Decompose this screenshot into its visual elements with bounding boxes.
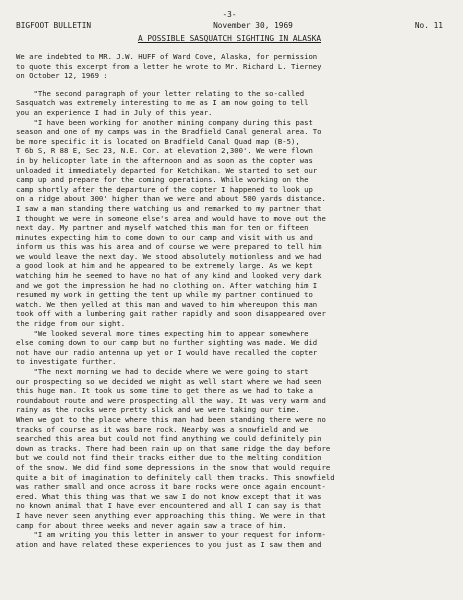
letter-line: resumed my work in getting the tent up while my partner continued to [16, 290, 313, 300]
letter-line: took off with a lumbering gait rather rapidly and soon disappeared over [16, 309, 326, 319]
intro-line: We are indebted to MR. J.W. HUFF of Ward Cove, Alaska, for permission [16, 52, 318, 61]
letter-line: rainy as the rocks were pretty slick and we were taking our time. [16, 405, 300, 415]
letter-line: a good look at him and he appeared to be extremely large. As we kept [16, 261, 313, 271]
letter-line: to investigate further. [16, 357, 117, 367]
intro-line: on October 12, 1969 : [16, 71, 108, 81]
paragraph-gap [16, 81, 443, 89]
letter-line: Sasquatch was extremely interesting to me as I am now going to tell [16, 98, 309, 108]
letter-line: on a ridge about 300' higher than we were and about 500 yards distance. [16, 194, 326, 204]
letter-line: "We looked several more times expecting him to appear somewhere [16, 328, 309, 338]
intro-paragraph [16, 52, 443, 81]
issue-date: November 30, 1969 [213, 21, 293, 30]
letter-line: roundabout route and were prospecting all the way. It was very warm and [16, 395, 326, 405]
letter-line: searched this area but could not find anything we could definitely pin [16, 434, 322, 444]
letter-line: be more specific it is located on Bradfield Canal Quad map (B-5), [16, 136, 300, 146]
letter-line: T 6b S, R 88 E, Sec 23, N.E. Cor. at elevation 2,300'. We were flown [16, 146, 313, 156]
letter-line: minutes expecting him to come down to our camp and visit with us and [16, 232, 313, 242]
letter-line: and we got the impression he had no clothing on. After watching him I [16, 280, 318, 290]
letter-line: "I am writing you this letter in answer to your request for inform- [16, 530, 326, 540]
letter-line: was rather small and once across it bare rocks were once again encount- [16, 482, 326, 492]
letter-line: unloaded it immediately departed for Ketchikan. We started to set our [16, 165, 318, 175]
letter-line: quite a bit of imagination to definitely call them tracks. This snowfield [16, 472, 335, 482]
letter-line: ered. What this thing was that we saw I do not know except that it was [16, 491, 322, 501]
letter-line: the ridge from our sight. [16, 319, 126, 329]
page-number: -3- [222, 10, 237, 19]
letter-line: but we could not find their tracks either due to the melting condition [16, 453, 322, 463]
letter-line: ation and have related these experiences to you just as I saw them and [16, 539, 322, 549]
letter-line: next day. My partner and myself watched this man for ten or fifteen [16, 223, 309, 233]
letter-line: we would leave the next day. We stood absolutely motionless and we had [16, 251, 322, 261]
letter-line: down as tracks. There had been rain up on that same ridge the day before [16, 443, 331, 453]
article-title [16, 34, 443, 44]
letter-excerpt [16, 89, 443, 550]
letter-line: else coming down to our camp but no further sighting was made. We did [16, 338, 318, 348]
letter-line: inform us this was his area and of course we were prepared to tell him [16, 242, 322, 252]
letter-line: season and one of my camps was in the Bradfield Canal general area. To [16, 127, 322, 137]
letter-line: I saw a man standing there watching us and remarked to my partner that [16, 203, 322, 213]
letter-line: "I have been working for another mining company during this past [16, 117, 313, 127]
letter-line: you an experience I had in July of this year. [16, 107, 213, 117]
publication-name: BIGFOOT BULLETIN [16, 21, 92, 30]
article-body [16, 52, 443, 549]
letter-line: of the snow. We did find some depressions in the snow that would require [16, 462, 331, 472]
letter-line: I have never seen anything ever approaching this thing. We were in that [16, 510, 326, 520]
letter-line: in by helicopter late in the afternoon and as soon as the copter was [16, 155, 313, 165]
letter-line: our prospecting so we decided we might as well start where we had seen [16, 376, 322, 386]
letter-line: When we got to the place where this man had been standing there were no [16, 414, 326, 424]
letter-line: no known animal that I have ever encountered and all I can say is that [16, 501, 322, 511]
article-title-text: A POSSIBLE SASQUATCH SIGHTING IN ALASKA [137, 34, 322, 43]
letter-line: camp shortly after the departure of the copter I happened to look up [16, 184, 313, 194]
bulletin-header [16, 21, 443, 31]
letter-line: watching him he seemed to have no hat of any kind and looked very dark [16, 271, 322, 281]
issue-number: No. 11 [414, 21, 443, 30]
letter-line: I thought we were in someone else's area and would have to move out the [16, 213, 326, 223]
letter-line: "The second paragraph of your letter relating to the so-called [16, 88, 305, 98]
letter-line: watch. We then yelled at this man and waved to him whereupon this man [16, 299, 318, 309]
letter-line: camp for about three weeks and never again saw a trace of him. [16, 520, 287, 530]
intro-line: to quote this excerpt from a letter he wrote to Mr. Richard L. Tierney [16, 61, 322, 71]
letter-line: tracks of course as it was bare rock. Nearby was a snowfield and we [16, 424, 309, 434]
letter-line: this huge man. It took us some time to get there as we had to take a [16, 386, 313, 396]
letter-line: camp up and prepare for the coming operations. While working on the [16, 175, 309, 185]
letter-line: "The next morning we had to decide where we were going to start [16, 367, 309, 376]
letter-line: not have our radio antenna up yet or I would have recalled the copter [16, 347, 318, 357]
